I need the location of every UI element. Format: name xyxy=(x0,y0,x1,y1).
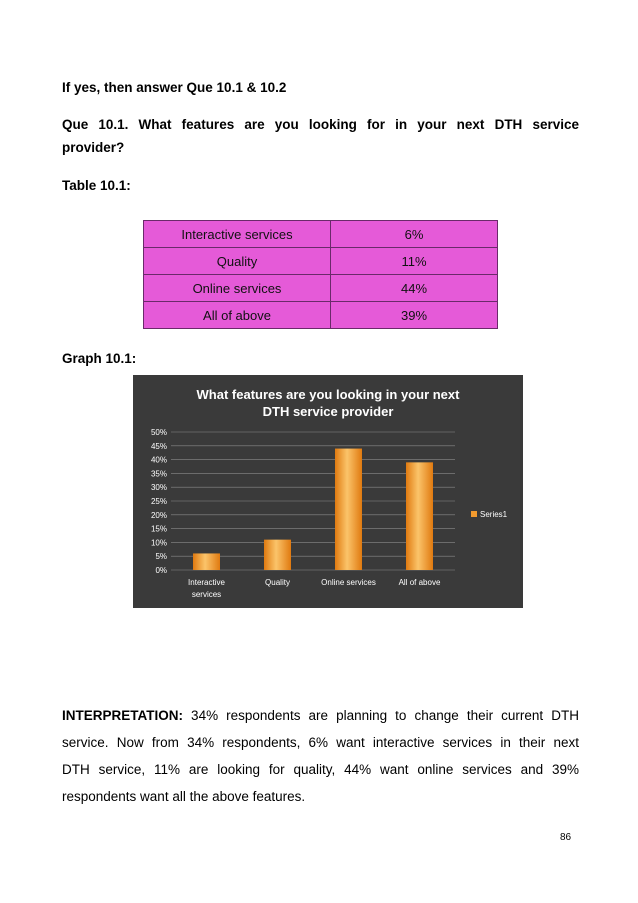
table-title: Table 10.1: xyxy=(62,178,131,193)
bar xyxy=(264,540,291,570)
chart-canvas xyxy=(133,375,523,608)
legend-swatch xyxy=(471,511,477,517)
legend-label: Series1 xyxy=(480,510,508,519)
graph-title: Graph 10.1: xyxy=(62,351,137,366)
bar-chart xyxy=(133,375,523,608)
x-tick-label: Online services xyxy=(321,578,376,587)
table-row xyxy=(144,221,498,248)
table-row xyxy=(144,275,498,302)
table-cell-label: Quality xyxy=(144,248,331,275)
table-row xyxy=(144,248,498,275)
y-tick-label: 25% xyxy=(150,497,167,506)
y-tick-label: 50% xyxy=(150,428,167,437)
y-tick-label: 30% xyxy=(150,483,167,493)
y-tick-label: 5% xyxy=(155,552,167,562)
table-cell-value: 39% xyxy=(331,302,498,329)
chart-title-line-2: DTH service provider xyxy=(262,404,394,419)
table-row xyxy=(144,302,498,329)
y-tick-label: 35% xyxy=(150,469,167,479)
y-tick-label: 10% xyxy=(150,538,167,548)
chart-title-line-1: What features are you looking in your next xyxy=(196,387,460,402)
question-line-2: provider? xyxy=(62,140,125,155)
interpretation xyxy=(62,702,579,810)
bar xyxy=(335,449,362,570)
y-tick-label: 40% xyxy=(150,455,167,465)
page-number: 86 xyxy=(560,832,572,843)
bar xyxy=(406,462,433,570)
x-tick-label: Quality xyxy=(265,578,290,587)
interpretation-line-4: respondents want all the above features. xyxy=(62,789,306,804)
features-table xyxy=(143,220,498,329)
y-tick-label: 45% xyxy=(150,441,167,451)
y-tick-label: 15% xyxy=(150,524,167,534)
y-tick-label: 20% xyxy=(150,510,167,520)
table-cell-label: Online services xyxy=(144,275,331,302)
y-tick-label: 0% xyxy=(155,566,167,575)
interpretation-line-2: service. Now from 34% respondents, 6% want interactive services in their next xyxy=(62,735,579,750)
table-cell-value: 6% xyxy=(331,221,498,248)
x-tick-label: Interactive xyxy=(188,578,225,587)
interpretation-line-3: DTH service, 11% are looking for quality, 44% want online services and 39% xyxy=(62,762,579,777)
intro-text: If yes, then answer Que 10.1 & 10.2 xyxy=(62,80,287,95)
x-tick-label: services xyxy=(191,590,222,599)
x-tick-label: All of above xyxy=(398,578,441,587)
interpretation-line-1: 34% respondents are planning to change their current DTH xyxy=(183,708,579,723)
bar xyxy=(193,553,220,570)
table-cell-value: 44% xyxy=(331,275,498,302)
question-line-1: Que 10.1. What features are you looking for in your next DTH service xyxy=(62,117,579,132)
table-cell-value: 11% xyxy=(331,248,498,275)
table-cell-label: All of above xyxy=(144,302,331,329)
interpretation-heading: INTERPRETATION: xyxy=(62,708,183,723)
table-cell-label: Interactive services xyxy=(144,221,331,248)
